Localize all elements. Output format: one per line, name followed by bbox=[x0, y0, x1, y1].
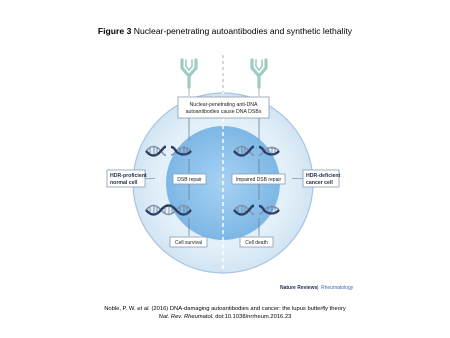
publisher-separator: | bbox=[317, 285, 319, 291]
normal-cell-line1: HDR-proficient bbox=[110, 173, 147, 179]
cancer-cell-line2: cancer cell bbox=[306, 180, 333, 186]
figure-number: Figure 3 bbox=[97, 26, 132, 36]
cell-survival-label: Cell survival bbox=[175, 240, 202, 246]
citation bbox=[0, 306, 450, 321]
citation-authors: Noble, P. W. bbox=[104, 306, 138, 312]
citation-line2 bbox=[0, 314, 450, 322]
publisher-name: Nature Reviews bbox=[280, 285, 318, 291]
dsb-repair-label: DSB repair bbox=[177, 177, 202, 183]
antibody-icon bbox=[182, 60, 196, 87]
normal-cell-line2: normal cell bbox=[110, 180, 138, 186]
citation-etal: et al. bbox=[137, 306, 150, 312]
cancer-cell-line1: HDR-deficient bbox=[306, 173, 341, 179]
antibody-icon bbox=[252, 60, 266, 87]
citation-journal: Nat. Rev. Rheumatol. bbox=[158, 313, 214, 320]
cell-death-label: Cell death bbox=[245, 240, 268, 246]
top-box-line1: Nuclear-penetrating anti-DNA bbox=[189, 102, 258, 108]
figure-title-text: Nuclear-penetrating autoantibodies and synthetic lethality bbox=[133, 26, 353, 36]
citation-title: (2016) DNA-damaging autoantibodies and cancer: the lupus butterfly theory bbox=[149, 306, 346, 312]
top-box-line2: autoantibodies cause DNA DSBs bbox=[185, 109, 262, 115]
impaired-repair-label: Impaired DSB repair bbox=[235, 177, 282, 183]
publisher-journal: Rheumatology bbox=[321, 285, 354, 291]
citation-doi: doi:10.1038/nrrheum.2016.23 bbox=[213, 313, 292, 320]
